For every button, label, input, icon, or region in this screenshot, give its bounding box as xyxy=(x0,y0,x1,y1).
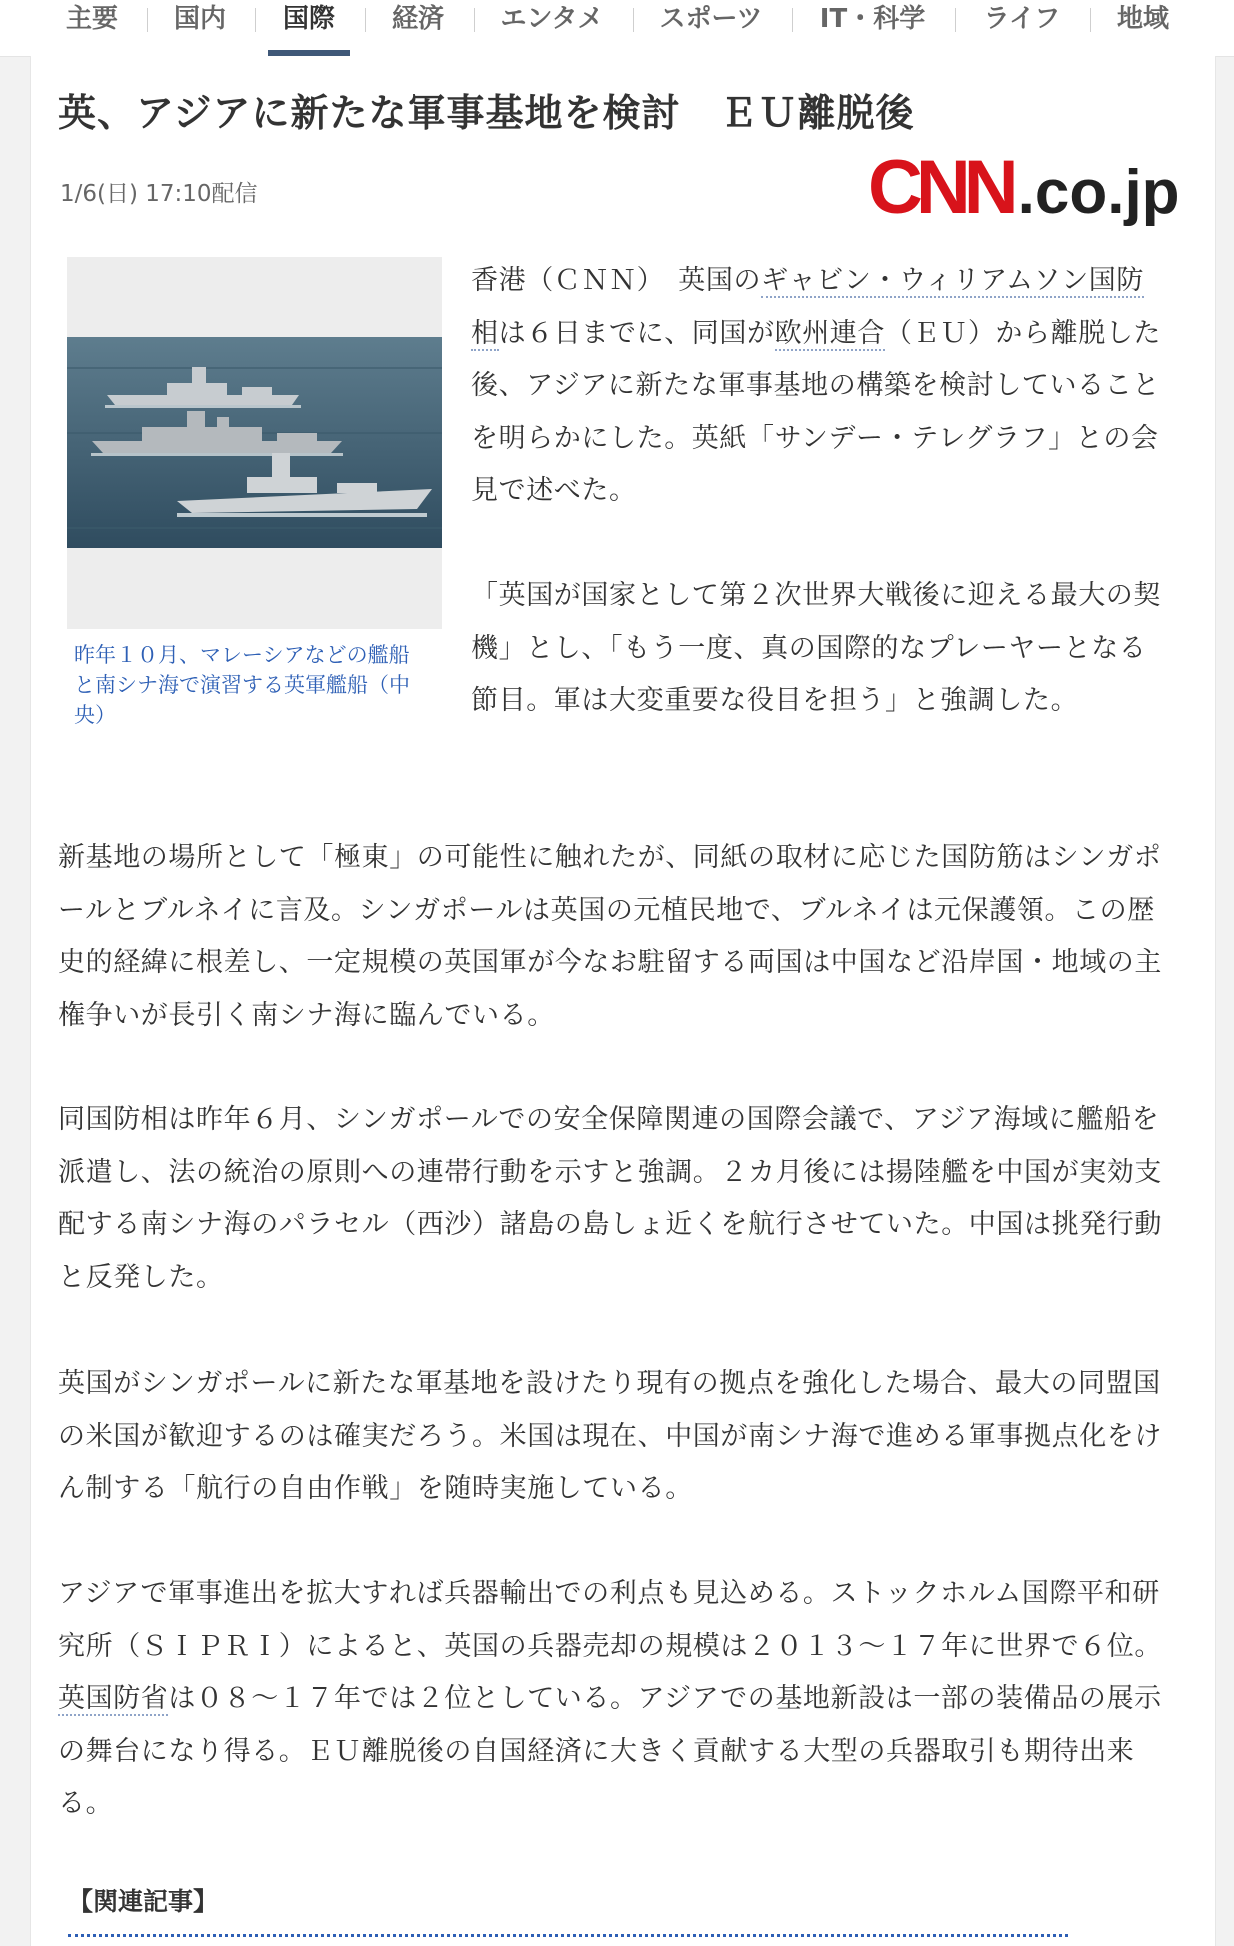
keyword-link[interactable]: 英国防省 xyxy=(58,1683,169,1714)
nav-separator xyxy=(147,8,148,32)
article-paragraph-5: 英国がシンガポールに新たな軍基地を設けたり現有の拠点を強化した場合、最大の同盟国の米国が歓迎するのは確実だろう。米国は現在、中国が南シナ海で進める軍事拠点化をけん制する「航行の自由作戦」を随時実施している。 xyxy=(58,1368,1162,1504)
cnn-logo[interactable] xyxy=(868,145,1188,230)
tab-international[interactable]: 国際 xyxy=(268,0,350,56)
warships-photo xyxy=(67,337,442,548)
tab-sports[interactable]: スポーツ xyxy=(659,4,763,34)
logo-brand: CNN xyxy=(868,145,1012,230)
article-photo[interactable] xyxy=(67,257,442,629)
paragraph-text: アジアで軍事進出を拡大すれば兵器輸出での利点も見込める。ストックホルム国際平和研究所（ＳＩＰＲＩ）によると、英国の兵器売却の規模は２０１３～１７年に世界で６位。 xyxy=(58,1578,1162,1662)
article-paragraph-4: 同国防相は昨年６月、シンガポールでの安全保障関連の国際会議で、アジア海域に艦船を派遣し、法の統治の原則への連帯行動を示すと強調。２カ月後には揚陸艦を中国が実効支配する南シナ海のパラセル（西沙）諸島の島しょ近くを航行させていた。中国は挑発行動と反発した。 xyxy=(58,1104,1162,1293)
article-headline: 英、アジアに新たな軍事基地を検討 ＥＵ離脱後 xyxy=(58,91,915,135)
nav-separator xyxy=(255,8,256,32)
paragraph-text: は０８～１７年では２位としている。アジアでの基地新設は一部の装備品の展示の舞台になり得る。ＥＵ離脱後の自国経済に大きく貢献する大型の兵器取引も期待出来る。 xyxy=(58,1683,1162,1819)
related-articles-heading: 【関連記事】 xyxy=(68,1887,219,1916)
tab-entertainment[interactable]: エンタメ xyxy=(500,4,604,34)
article-paragraph-1 xyxy=(471,255,1171,518)
nav-separator xyxy=(474,8,475,32)
keyword-link[interactable]: ギャビン・ウィリアムソン国防相 xyxy=(471,265,1144,349)
article-paragraph-6 xyxy=(58,1568,1178,1831)
tab-life[interactable]: ライフ xyxy=(983,4,1061,34)
nav-separator xyxy=(365,8,366,32)
tab-region[interactable]: 地域 xyxy=(1116,4,1169,34)
tab-main[interactable]: 主要 xyxy=(65,4,118,34)
nav-separator xyxy=(633,8,634,32)
photo-caption[interactable]: 昨年１０月、マレーシアなどの艦船と南シナ海で演習する英軍艦船（中央） xyxy=(74,643,410,727)
tab-domestic[interactable]: 国内 xyxy=(173,4,226,34)
keyword-link[interactable]: 欧州連合 xyxy=(774,317,886,349)
article-paragraph-3: 新基地の場所として「極東」の可能性に触れたが、同紙の取材に応じた国防筋はシンガポールとブルネイに言及。シンガポールは英国の元植民地で、ブルネイは元保護領。この歴史的経緯に根差し、一定規模の英国軍が今なお駐留する両国は中国など沿岸国・地域の主権争いが長引く南シナ海に臨んでいる。 xyxy=(58,842,1162,1031)
paragraph-text: は６日までに、同国が xyxy=(498,317,775,349)
paragraph-text: （ＥＵ）から離脱した後、アジアに新たな軍事基地の構築を検討していることを明らかにした。英紙「サンデー・テレグラフ」との会見で述べた。 xyxy=(471,317,1162,506)
logo-domain: .co.jp xyxy=(1017,158,1180,227)
tab-it-science[interactable]: IT・科学 xyxy=(819,4,926,34)
nav-separator xyxy=(1090,8,1091,32)
nav-separator xyxy=(792,8,793,32)
paragraph-text: 香港（ＣＮＮ） 英国の xyxy=(471,265,762,296)
nav-separator xyxy=(955,8,956,32)
article-paragraph-2: 「英国が国家として第２次世界大戦後に迎える最大の契機」とし、「もう一度、真の国際的なプレーヤーとなる節目。軍は大変重要な役目を担う」と強調した。 xyxy=(471,580,1161,716)
publish-date: 1/6(日) 17:10配信 xyxy=(60,181,258,207)
related-article-link[interactable] xyxy=(68,1934,1068,1941)
category-nav xyxy=(0,0,1234,57)
tab-economy[interactable]: 経済 xyxy=(391,4,444,34)
